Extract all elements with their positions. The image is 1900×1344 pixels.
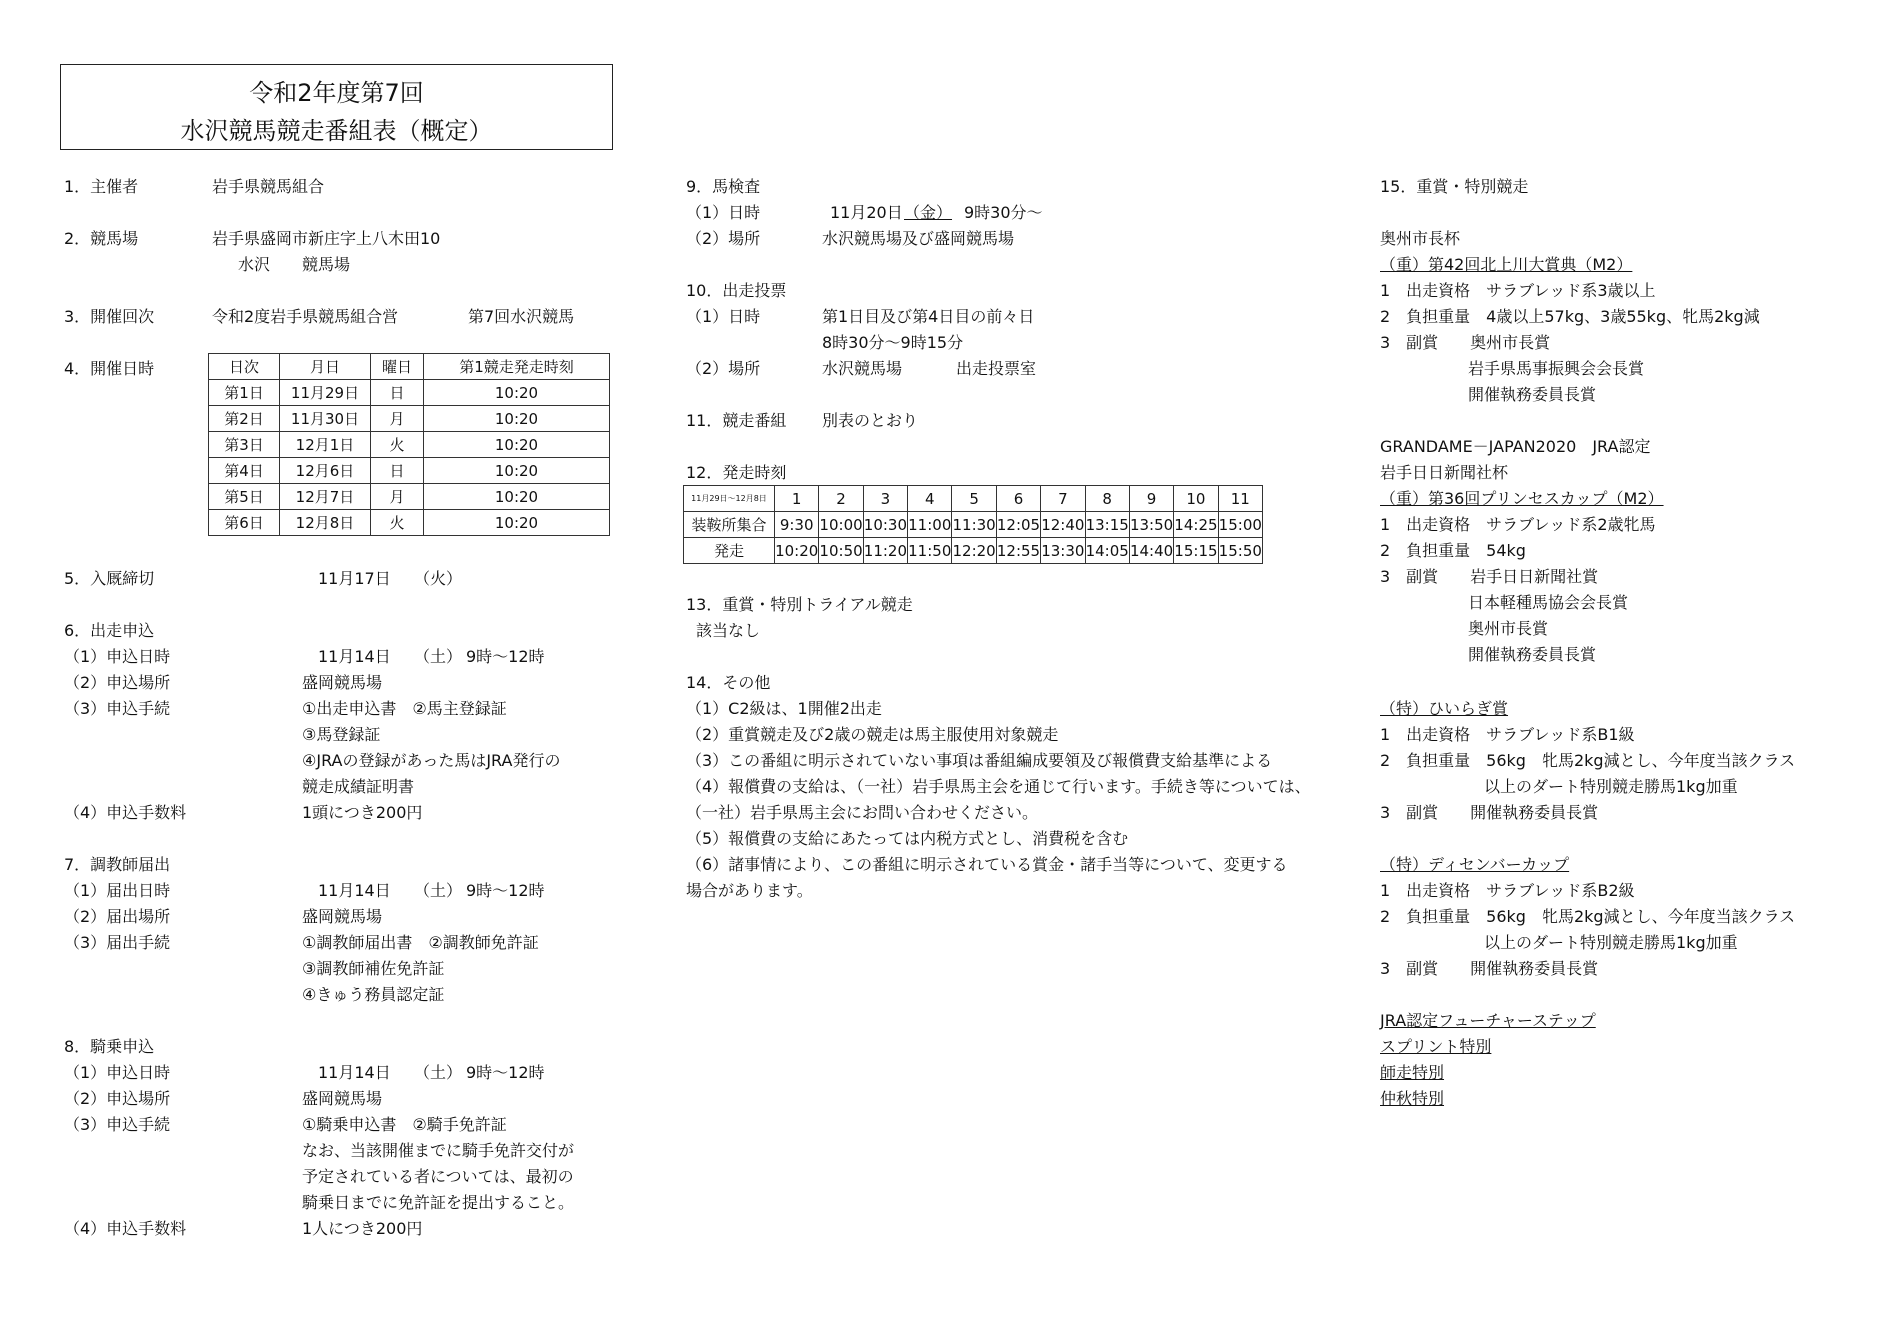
schedule-header: 曜日: [371, 354, 424, 380]
s6-label: 6．出走申込: [64, 621, 155, 640]
s6-v3d: 競走成績証明書: [302, 777, 415, 796]
race-number: 1: [775, 486, 819, 512]
s3-value1: 令和2度岩手県競馬組合営: [212, 307, 399, 326]
race-number: 9: [1129, 486, 1173, 512]
cell: 月: [371, 484, 424, 510]
r4-prize1: 3 副賞 開催執務委員長賞: [1380, 959, 1599, 978]
s6-v3a: ①出走申込書 ②馬主登録証: [302, 699, 507, 718]
s14-line: 場合があります。: [686, 881, 813, 900]
r4-qualification: 1 出走資格 サラブレッド系B2級: [1380, 881, 1635, 900]
s9-v1c: 9時30分～: [964, 203, 1043, 222]
s14-line: （4）報償費の支給は、（一社）岩手県馬主会を通じて行います。手続き等については、: [686, 777, 1311, 796]
race-number: 11: [1218, 486, 1262, 512]
s6-l1: （1）申込日時: [64, 647, 171, 666]
cell: 日: [371, 380, 424, 406]
cell: 12:20: [952, 538, 996, 564]
s12-label: 12．発走時刻: [686, 463, 787, 482]
cell: 第5日: [209, 484, 280, 510]
s10-v2a: 水沢競馬場: [822, 359, 903, 378]
s7-l1: （1）届出日時: [64, 881, 171, 900]
cell: 月: [371, 406, 424, 432]
cell: 12:40: [1041, 512, 1085, 538]
s9-label: 9．馬検査: [686, 177, 761, 196]
r1-qualification: 1 出走資格 サラブレッド系3歳以上: [1380, 281, 1656, 300]
s8-l4: （4）申込手数料: [64, 1219, 187, 1238]
s7-l3: （3）届出手続: [64, 933, 171, 952]
cell: 13:30: [1041, 538, 1085, 564]
s6-v1b: （土）: [414, 647, 463, 666]
race-number: 3: [863, 486, 907, 512]
s2-value2: 水沢 競馬場: [238, 255, 351, 274]
s10-l2: （2）場所: [686, 359, 761, 378]
s13-value: 該当なし: [696, 621, 761, 640]
cell: 第6日: [209, 510, 280, 536]
r1-prize2: 岩手県馬事振興会会長賞: [1468, 359, 1645, 378]
s8-label: 8．騎乗申込: [64, 1037, 155, 1056]
cell: 10:20: [424, 510, 610, 536]
s6-l3: （3）申込手続: [64, 699, 171, 718]
cell: 11:50: [908, 538, 952, 564]
race-number: 6: [996, 486, 1040, 512]
s8-v1c: 9時～12時: [466, 1063, 545, 1082]
s7-l2: （2）届出場所: [64, 907, 171, 926]
s8-v1a: 11月14日: [318, 1063, 391, 1082]
cell: 11:20: [863, 538, 907, 564]
schedule-header: 第1競走発走時刻: [424, 354, 610, 380]
cell: 14:25: [1174, 512, 1218, 538]
s7-v1c: 9時～12時: [466, 881, 545, 900]
s8-v3a: ①騎乗申込書 ②騎手免許証: [302, 1115, 507, 1134]
r4-name: （特）ディセンバーカップ: [1380, 855, 1570, 874]
r1-weight: 2 負担重量 4歳以上57kg、3歳55kg、牝馬2kg減: [1380, 307, 1760, 326]
s9-l1: （1）日時: [686, 203, 761, 222]
s10-label: 10．出走投票: [686, 281, 787, 300]
table-row: [209, 406, 610, 432]
s7-v1b: （土）: [414, 881, 463, 900]
s11-label: 11．競走番組: [686, 411, 787, 430]
s3-value2: 第7回水沢競馬: [468, 307, 575, 326]
race-number: 8: [1085, 486, 1129, 512]
race-number: 4: [908, 486, 952, 512]
s10-v1b: 8時30分～9時15分: [822, 333, 964, 352]
cell: 10:30: [863, 512, 907, 538]
cell: 15:15: [1174, 538, 1218, 564]
s14-line: （5）報償費の支給にあたっては内税方式とし、消費税を含む: [686, 829, 1129, 848]
s14-label: 14．その他: [686, 673, 771, 692]
table-row: [209, 432, 610, 458]
s7-v3b: ③調教師補佐免許証: [302, 959, 445, 978]
cell: 14:40: [1129, 538, 1173, 564]
s6-v3b: ③馬登録証: [302, 725, 381, 744]
schedule-header: 日次: [209, 354, 280, 380]
title-line1: 令和2年度第7回: [249, 79, 424, 107]
s4-label: 4．開催日時: [64, 359, 155, 378]
s14-line: （2）重賞競走及び2歳の競走は馬主服使用対象競走: [686, 725, 1059, 744]
table-row: [684, 512, 1263, 538]
title-box: [60, 64, 613, 150]
r1-prize1: 3 副賞 奥州市長賞: [1380, 333, 1551, 352]
s9-l2: （2）場所: [686, 229, 761, 248]
table-row: [209, 458, 610, 484]
r3-weight1: 2 負担重量 56kg 牝馬2kg減とし、今年度当該クラス: [1380, 751, 1796, 770]
s1-label: 1．主催者: [64, 177, 139, 196]
other-race: JRA認定フューチャーステップ: [1380, 1011, 1596, 1030]
s7-label: 7．調教師届出: [64, 855, 171, 874]
s2-value1: 岩手県盛岡市新庄字上八木田10: [212, 229, 441, 248]
race-number: 5: [952, 486, 996, 512]
race-number: 10: [1174, 486, 1218, 512]
s8-l3: （3）申込手続: [64, 1115, 171, 1134]
r4-weight2: 以上のダート特別競走勝馬1kg加重: [1484, 933, 1738, 952]
cell: 12:05: [996, 512, 1040, 538]
cell: 第1日: [209, 380, 280, 406]
s5-date: 11月17日: [318, 569, 391, 588]
s6-v3c: ④JRAの登録があった馬はJRA発行の: [302, 751, 561, 770]
s10-v1a: 第1日目及び第4日目の前々日: [822, 307, 1035, 326]
s8-v4: 1人につき200円: [302, 1219, 423, 1238]
s6-v2: 盛岡競馬場: [302, 673, 383, 692]
cell: 12月6日: [280, 458, 371, 484]
r2-sponsor2: 岩手日日新聞社杯: [1380, 463, 1509, 482]
r2-prize1: 3 副賞 岩手日日新聞社賞: [1380, 567, 1599, 586]
s5-dow: （火）: [414, 569, 463, 588]
cell: 第2日: [209, 406, 280, 432]
cell: 第4日: [209, 458, 280, 484]
cell: 13:15: [1085, 512, 1129, 538]
r3-weight2: 以上のダート特別競走勝馬1kg加重: [1484, 777, 1738, 796]
s9-v2: 水沢競馬場及び盛岡競馬場: [822, 229, 1015, 248]
r3-qualification: 1 出走資格 サラブレッド系B1級: [1380, 725, 1635, 744]
cell: 12月7日: [280, 484, 371, 510]
row-label: 装鞍所集合: [684, 512, 775, 538]
s6-v4: 1頭につき200円: [302, 803, 423, 822]
cell: 15:00: [1218, 512, 1262, 538]
s8-v2: 盛岡競馬場: [302, 1089, 383, 1108]
s13-label: 13．重賞・特別トライアル競走: [686, 595, 913, 614]
cell: 火: [371, 510, 424, 536]
s15-label: 15．重賞・特別競走: [1380, 177, 1529, 196]
race-number: 7: [1041, 486, 1085, 512]
start-time-header-row: [684, 486, 1263, 512]
cell: 12:55: [996, 538, 1040, 564]
s10-v2b: 出走投票室: [956, 359, 1037, 378]
cell: 13:50: [1129, 512, 1173, 538]
s8-v3d: 騎乗日までに免許証を提出すること。: [302, 1193, 575, 1212]
start-time-table: [683, 485, 1263, 564]
cell: 10:20: [424, 406, 610, 432]
cell: 11:30: [952, 512, 996, 538]
s8-v3b: なお、当該開催までに騎手免許交付が: [302, 1141, 575, 1160]
table-row: [684, 538, 1263, 564]
r2-weight: 2 負担重量 54kg: [1380, 541, 1526, 560]
s6-v1c: 9時～12時: [466, 647, 545, 666]
schedule-header: 月日: [280, 354, 371, 380]
title-line2: 水沢競馬競走番組表（概定）: [180, 117, 493, 145]
cell: 日: [371, 458, 424, 484]
s7-v2: 盛岡競馬場: [302, 907, 383, 926]
s8-v3c: 予定されている者については、最初の: [302, 1167, 574, 1186]
cell: 10:20: [424, 484, 610, 510]
table-row: [209, 380, 610, 406]
r2-prize4: 開催執務委員長賞: [1468, 645, 1597, 664]
schedule-header-row: [209, 354, 610, 380]
r1-prize3: 開催執務委員長賞: [1468, 385, 1597, 404]
s1-value: 岩手県競馬組合: [212, 177, 325, 196]
s14-line: （3）この番組に明示されていない事項は番組編成要領及び報償費支給基準による: [686, 751, 1273, 770]
table-row: [209, 510, 610, 536]
race-number: 2: [819, 486, 863, 512]
s11-value: 別表のとおり: [822, 411, 919, 430]
other-race: 仲秋特別: [1380, 1089, 1445, 1108]
cell: 第3日: [209, 432, 280, 458]
s6-l2: （2）申込場所: [64, 673, 171, 692]
s7-v3c: ④きゅう務員認定証: [302, 985, 445, 1004]
s9-v1a: 11月20日: [830, 203, 903, 222]
r3-name: （特）ひいらぎ賞: [1380, 699, 1509, 718]
cell: 10:00: [819, 512, 863, 538]
r2-sponsor1: GRANDAME－JAPAN2020 JRA認定: [1380, 437, 1651, 456]
r1-name: （重）第42回北上川大賞典（M2）: [1380, 255, 1633, 274]
cell: 10:20: [424, 458, 610, 484]
cell: 11:00: [908, 512, 952, 538]
s8-l1: （1）申込日時: [64, 1063, 171, 1082]
cell: 11月30日: [280, 406, 371, 432]
s8-l2: （2）申込場所: [64, 1089, 171, 1108]
s3-label: 3．開催回次: [64, 307, 155, 326]
cell: 10:50: [819, 538, 863, 564]
s6-v1a: 11月14日: [318, 647, 391, 666]
r1-sponsor: 奥州市長杯: [1380, 229, 1461, 248]
s2-label: 2．競馬場: [64, 229, 139, 248]
schedule-table: [208, 353, 610, 536]
s14-line: （1）C2級は、1開催2出走: [686, 699, 882, 718]
s9-v1b: （金）: [904, 203, 953, 222]
cell: 14:05: [1085, 538, 1129, 564]
cell: 10:20: [424, 380, 610, 406]
s10-l1: （1）日時: [686, 307, 761, 326]
r2-prize3: 奥州市長賞: [1468, 619, 1549, 638]
cell: 15:50: [1218, 538, 1262, 564]
table-row: [209, 484, 610, 510]
r2-qualification: 1 出走資格 サラブレッド系2歳牝馬: [1380, 515, 1656, 534]
s14-line: （一社）岩手県馬主会にお問い合わせください。: [686, 803, 1039, 822]
s6-l4: （4）申込手数料: [64, 803, 187, 822]
cell: 11月29日: [280, 380, 371, 406]
other-race: 師走特別: [1380, 1063, 1445, 1082]
cell: 12月1日: [280, 432, 371, 458]
r2-prize2: 日本軽種馬協会会長賞: [1468, 593, 1629, 612]
cell: 9:30: [775, 512, 819, 538]
s7-v1a: 11月14日: [318, 881, 391, 900]
s8-v1b: （土）: [414, 1063, 463, 1082]
s14-line: （6）諸事情により、この番組に明示されている賞金・諸手当等について、変更する: [686, 855, 1288, 874]
row-label: 発走: [684, 538, 775, 564]
s7-v3a: ①調教師届出書 ②調教師免許証: [302, 933, 539, 952]
r4-weight1: 2 負担重量 56kg 牝馬2kg減とし、今年度当該クラス: [1380, 907, 1796, 926]
cell: 12月8日: [280, 510, 371, 536]
r3-prize1: 3 副賞 開催執務委員長賞: [1380, 803, 1599, 822]
corner-cell: 11月29日～12月8日: [684, 486, 775, 512]
cell: 10:20: [424, 432, 610, 458]
other-race: スプリント特別: [1380, 1037, 1492, 1056]
cell: 火: [371, 432, 424, 458]
r2-name: （重）第36回プリンセスカップ（M2）: [1380, 489, 1664, 508]
s5-label: 5．入厩締切: [64, 569, 155, 588]
cell: 10:20: [775, 538, 819, 564]
